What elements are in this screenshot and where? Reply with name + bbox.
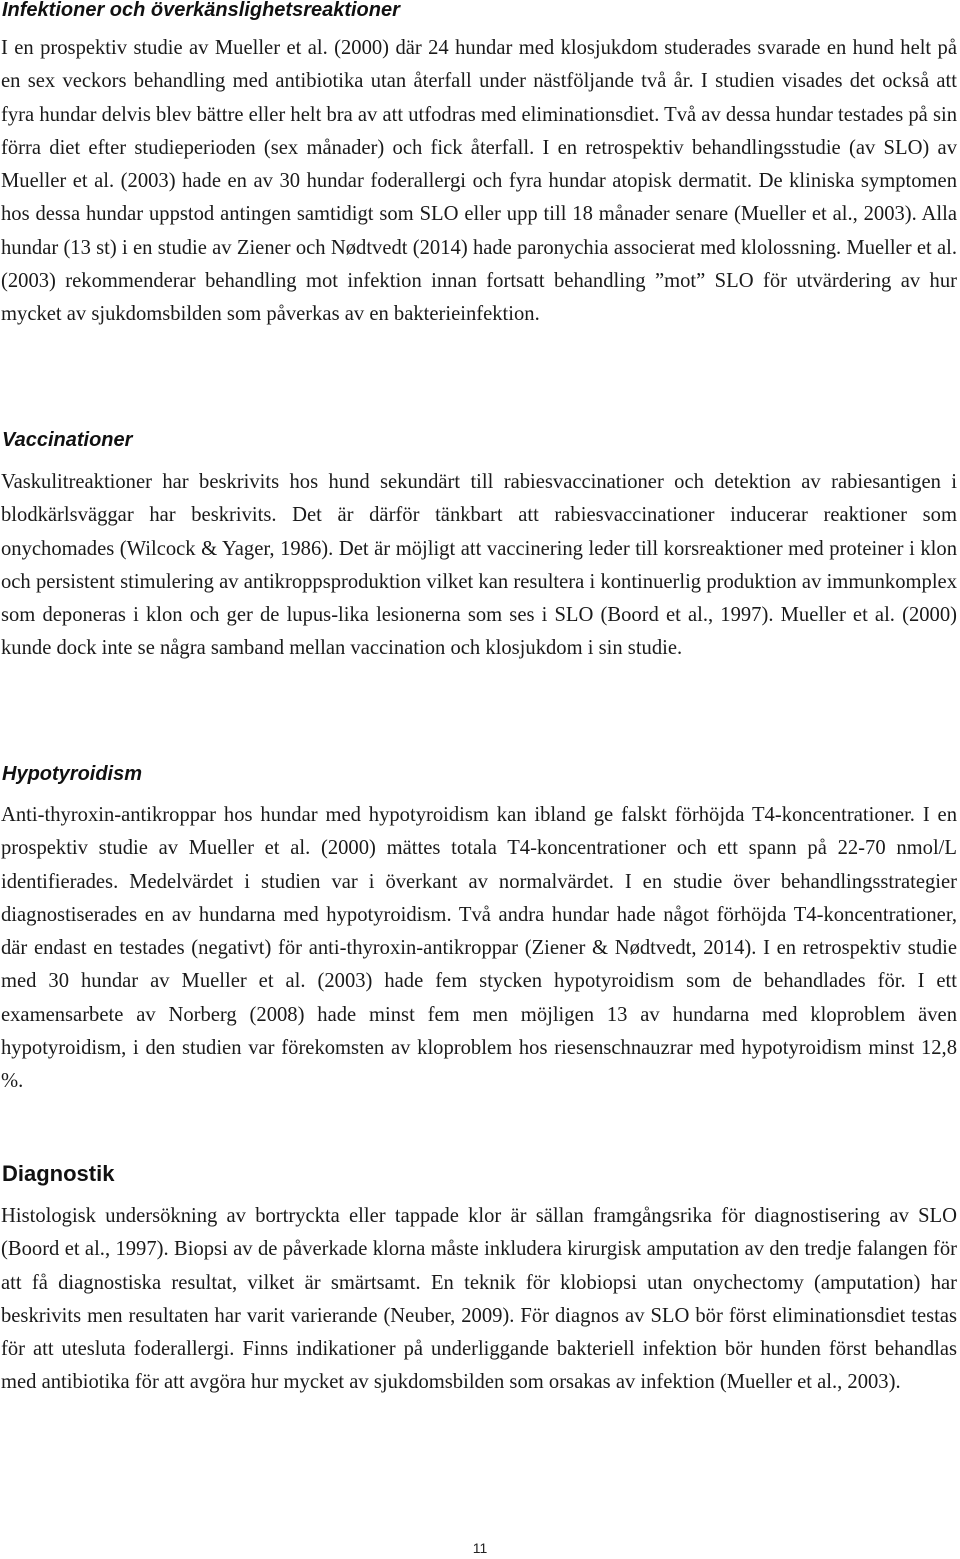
heading-diagnostik: Diagnostik: [2, 1161, 115, 1186]
heading-infektioner: Infektioner och överkänslighetsreaktioner: [2, 0, 400, 21]
paragraph-diagnostik: Histologisk undersökning av bortryckta eller tappade klor är sällan framgångsrika för diagnostisering av SLO (Boord et al., 1997). Biopsi av de påverkade klorna måste inkludera kirurgisk amputation av den tredje falangen för att få diagnostiska resultat, vilket är smärtsamt. En teknik för klobiopsi utan onychectomy (amputation) har beskrivits men resultaten har varit varierande (Neuber, 2009). För diagnos av SLO bör först eliminationsdiet testas för att utesluta foderallergi. Finns indikationer på underliggande bakteriell infektion bör hunden först behandlas med antibiotika för att avgöra hur mycket av sjukdomsbilden som orsakas av infektion (Mueller et al., 2003).: [1, 1205, 957, 1394]
page-number: 11: [472, 1540, 488, 1556]
paragraph-infektioner: I en prospektiv studie av Mueller et al. (2000) där 24 hundar med klosjukdom studerades svarade en hund helt på en sex veckors behandling med antibiotika utan återfall under nästföljande två år. I studien visades det också att fyra hundar delvis blev bättre eller helt bra av att utfodras med eliminationsdiet. Två av dessa hundar testades på sin förra diet efter studieperioden (sex månader) och fick återfall. I en retrospektiv behandlingsstudie (av SLO) av Mueller et al. (2003) hade en av 30 hundar foderallergi och fyra hundar atopisk dermatit. De kliniska symptomen hos dessa hundar uppstod antingen samtidigt som SLO eller upp till 18 månader senare (Mueller et al., 2003). Alla hundar (13 st) i en studie av Ziener och Nødtvedt (2014) hade paronychia associerat med klolossning. Mueller et al. (2003) rekommenderar behandling mot infektion innan fortsatt behandling ”mot” SLO för utvärdering av hur mycket av sjukdomsbilden som påverkas av en bakterieinfektion.: [1, 37, 957, 326]
paragraph-vaccinationer: Vaskulitreaktioner har beskrivits hos hund sekundärt till rabiesvaccinationer och detektion av rabiesantigen i blodkärlsväggar har beskrivits. Det är därför tänkbart att rabiesvaccinationer inducerar reaktioner som onychomades (Wilcock & Yager, 1986). Det är möjligt att vaccinering leder till korsreaktioner med proteiner i klon och persistent stimulering av antikroppsproduktion vilket kan resultera i kontinuerlig produktion av immunkomplex som deponeras i klon och ger de lupus-lika lesionerna som ses i SLO (Boord et al., 1997). Mueller et al. (2000) kunde dock inte se några samband mellan vaccination och klosjukdom i sin studie.: [1, 471, 957, 660]
heading-vaccinationer: Vaccinationer: [2, 429, 133, 451]
heading-hypotyroidism: Hypotyroidism: [2, 763, 143, 785]
paragraph-hypotyroidism: Anti-thyroxin-antikroppar hos hundar med hypotyroidism kan ibland ge falskt förhöjda T4-koncentrationer. I en prospektiv studie av Mueller et al. (2000) mättes totala T4-koncentrationer och ett spann på 22-70 nmol/L identifierades. Medelvärdet i studien var i överkant av normalvärdet. I en studie över behandlingsstrategier diagnostiserades en av hundarna med hypotyroidism. Två andra hundar hade något förhöjda T4-koncentrationer, där endast en testades (negativt) för anti-thyroxin-antikroppar (Ziener & Nødtvedt, 2014). I en retrospektiv studie med 30 hundar av Mueller et al. (2003) hade fem stycken hypotyroidism som de behandlades för. I ett examensarbete av Norberg (2008) hade minst fem men möjligen 13 av hundarna med kloproblem även hypotyroidism, i den studien var förekomsten av kloproblem hos riesenschnauzrar med hypotyroidism minst 12,8 %.: [1, 804, 957, 1093]
